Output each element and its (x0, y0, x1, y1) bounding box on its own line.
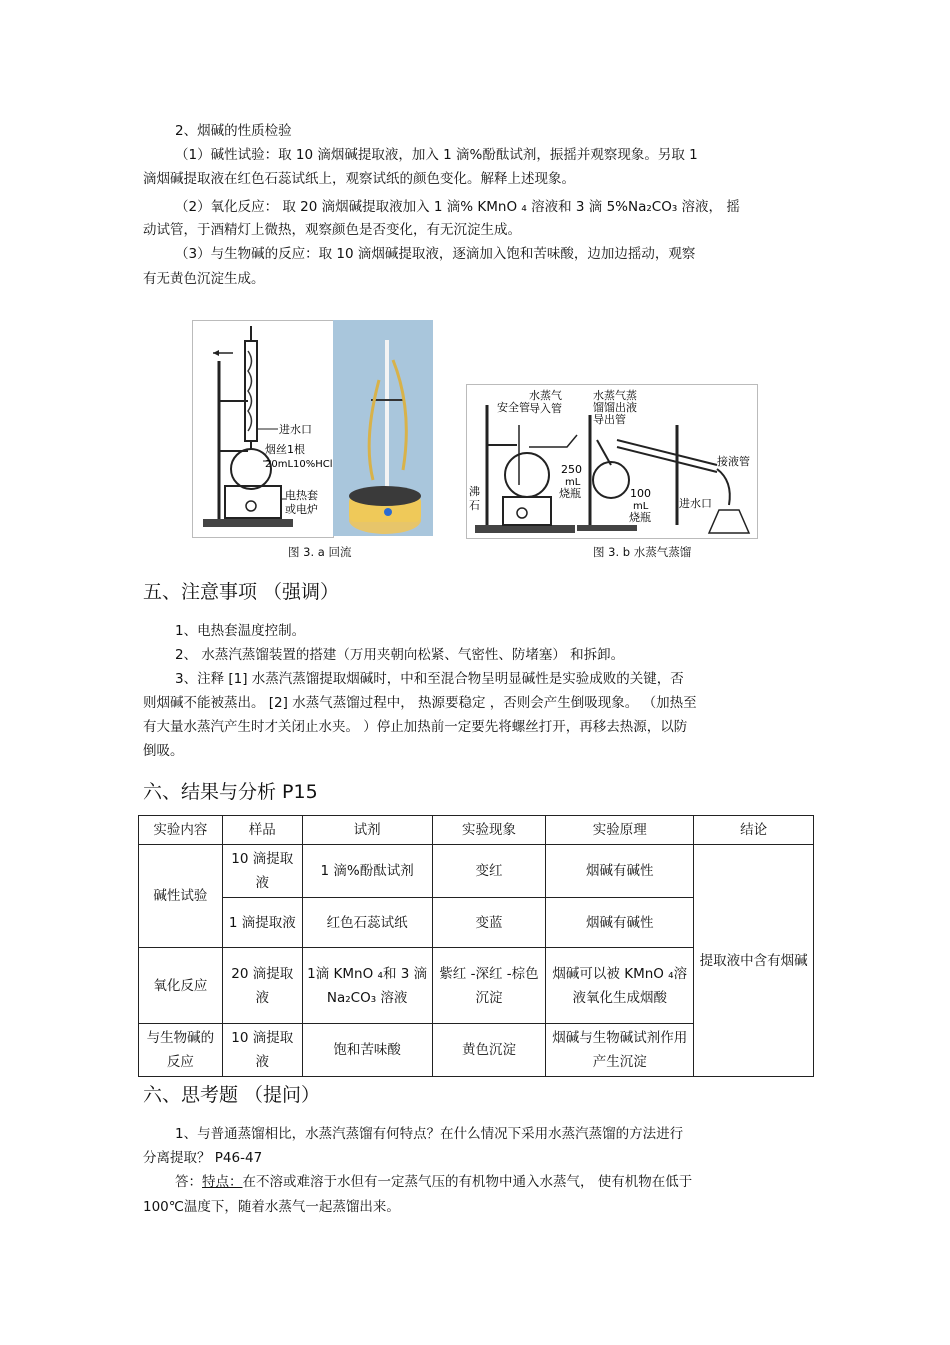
answer-prefix: 答： (175, 1174, 202, 1190)
cell-content-basic: 碱性试验 (139, 845, 223, 948)
cell-phenomenon: 黄色沉淀 (432, 1024, 546, 1077)
label-steam-inlet-1: 水蒸气 (529, 389, 562, 402)
figure-a-caption: 图 3. a 回流 (288, 545, 352, 559)
section-questions-heading: 六、思考题 （提问） (143, 1084, 321, 1106)
cell-conclusion: 提取液中含有烟碱 (694, 845, 814, 1077)
label-flask-100: 100 (630, 487, 651, 500)
label-heater-2: 或电炉 (285, 503, 318, 516)
header-reagent: 试剂 (302, 816, 432, 845)
label-flask-100-ml: mL (633, 501, 649, 512)
label-flask-100-name: 烧瓶 (629, 511, 651, 524)
answer-text: 在不溶或难溶于水但有一定蒸气压的有机物中通入水蒸气， 使有机物在低于 (242, 1174, 693, 1190)
label-steam-outlet-3: 导出管 (593, 413, 626, 426)
label-safety-tube: 安全管 (497, 401, 530, 414)
answer-term-feature: 特点： (202, 1174, 243, 1190)
header-sample: 样品 (222, 816, 302, 845)
section-5-item-3-line-1: 3、注释 [1] 水蒸汽蒸馏提取烟碱时，中和至混合物呈明显碱性是实验成败的关键，否 (175, 671, 684, 687)
section-2-line-1: （1）碱性试验：取 10 滴烟碱提取液，加入 1 滴%酚酞试剂，振摇并观察现象。另取 1 (175, 147, 698, 163)
figure-reflux-diagram (192, 320, 334, 538)
cell-reagent: 1滴 KMnO ₄和 3 滴 Na₂CO₃ 溶液 (302, 948, 432, 1024)
section-5-item-3-line-2: 则烟碱不能被蒸出。 [2] 水蒸气蒸馏过程中， 热源要稳定 ，否则会产生倒吸现象。 （加热至 (143, 695, 697, 711)
section-2-line-2: 滴烟碱提取液在红色石蕊试纸上，观察试纸的颜色变化。解释上述现象。 (143, 171, 575, 187)
results-table (138, 815, 814, 1077)
table-header-row (139, 816, 814, 845)
question-1-line-1: 1、与普通蒸馏相比，水蒸汽蒸馏有何特点？在什么情况下采用水蒸汽蒸馏的方法进行 (175, 1126, 684, 1142)
table-row (139, 845, 814, 898)
label-steam-outlet-2: 馏馏出液 (593, 401, 637, 414)
cell-sample: 20 滴提取液 (222, 948, 302, 1024)
section-2-line-6: 有无黄色沉淀生成。 (143, 271, 265, 287)
label-heater-1: 电热套 (285, 489, 318, 502)
answer-1-line-2: 100℃温度下，随着水蒸气一起蒸馏出来。 (143, 1199, 400, 1215)
section-2-line-5: （3）与生物碱的反应：取 10 滴烟碱提取液，逐滴加入饱和苦味酸，边加边摇动，观察 (175, 246, 696, 262)
label-boiling-stone-2: 石 (469, 499, 480, 512)
cell-sample: 1 滴提取液 (222, 898, 302, 948)
label-flask-250-ml: mL (565, 477, 581, 488)
label-adapter: 接液管 (717, 455, 750, 468)
cell-principle: 烟碱有碱性 (546, 845, 694, 898)
question-1-line-2: 分离提取？ P46-47 (143, 1150, 263, 1166)
section-2-line-3: （2）氧化反应： 取 20 滴烟碱提取液加入 1 滴% KMnO ₄ 溶液和 3 滴 5%Na₂CO₃ 溶液， 摇 (175, 199, 740, 215)
section-5-item-3-line-4: 倒吸。 (143, 743, 184, 759)
cell-phenomenon: 变红 (432, 845, 546, 898)
reflux-photo-image (333, 320, 433, 536)
cell-content-alkaloid: 与生物碱的反应 (139, 1024, 223, 1077)
cell-content-oxidation: 氧化反应 (139, 948, 223, 1024)
cell-principle: 烟碱可以被 KMnO ₄溶液氧化生成烟酸 (546, 948, 694, 1024)
label-acid: 20mL10%HCl (265, 459, 333, 470)
reflux-photo (333, 320, 433, 536)
answer-1-line-1 (175, 1173, 692, 1191)
section-2-line-4: 动试管，于酒精灯上微热，观察颜色是否变化，有无沉淀生成。 (143, 222, 521, 238)
section-5-item-2: 2、 水蒸汽蒸馏装置的搭建（万用夹朝向松紧、气密性、防堵塞） 和拆卸。 (175, 647, 625, 663)
cell-principle: 烟碱有碱性 (546, 898, 694, 948)
figure-steam-distillation-diagram (466, 384, 758, 539)
label-tobacco: 烟丝1根 (265, 443, 305, 456)
section-5-item-1: 1、电热套温度控制。 (175, 623, 306, 639)
section-5-item-3-line-3: 有大量水蒸汽产生时才关闭止水夹。 ）停止加热前一定要先将螺丝打开，再移去热源，以防 (143, 719, 688, 735)
section-2-title: 2、烟碱的性质检验 (175, 123, 292, 139)
header-phenomenon: 实验现象 (432, 816, 546, 845)
section-5-heading: 五、注意事项 （强调） (143, 581, 340, 603)
label-water-inlet-b: 进水口 (679, 497, 712, 510)
section-6-heading: 六、结果与分析 P15 (143, 781, 318, 803)
header-conclusion: 结论 (694, 816, 814, 845)
cell-principle: 烟碱与生物碱试剂作用产生沉淀 (546, 1024, 694, 1077)
cell-sample: 10 滴提取液 (222, 1024, 302, 1077)
figure-b-caption: 图 3. b 水蒸气蒸馏 (593, 545, 692, 559)
label-flask-250-name: 烧瓶 (559, 487, 581, 500)
cell-sample: 10 滴提取液 (222, 845, 302, 898)
label-steam-inlet-2: 导入管 (529, 402, 562, 415)
cell-reagent: 饱和苦味酸 (302, 1024, 432, 1077)
label-water-inlet: 进水口 (279, 423, 312, 436)
cell-reagent: 1 滴%酚酞试剂 (302, 845, 432, 898)
steam-distillation-drawing (467, 385, 757, 538)
label-flask-250: 250 (561, 463, 582, 476)
label-steam-outlet-1: 水蒸气蒸 (593, 389, 637, 402)
header-content: 实验内容 (139, 816, 223, 845)
reflux-apparatus-drawing (193, 321, 333, 537)
cell-phenomenon: 变蓝 (432, 898, 546, 948)
cell-phenomenon: 紫红 -深红 -棕色沉淀 (432, 948, 546, 1024)
cell-reagent: 红色石蕊试纸 (302, 898, 432, 948)
label-boiling-stone-1: 沸 (469, 485, 480, 498)
header-principle: 实验原理 (546, 816, 694, 845)
